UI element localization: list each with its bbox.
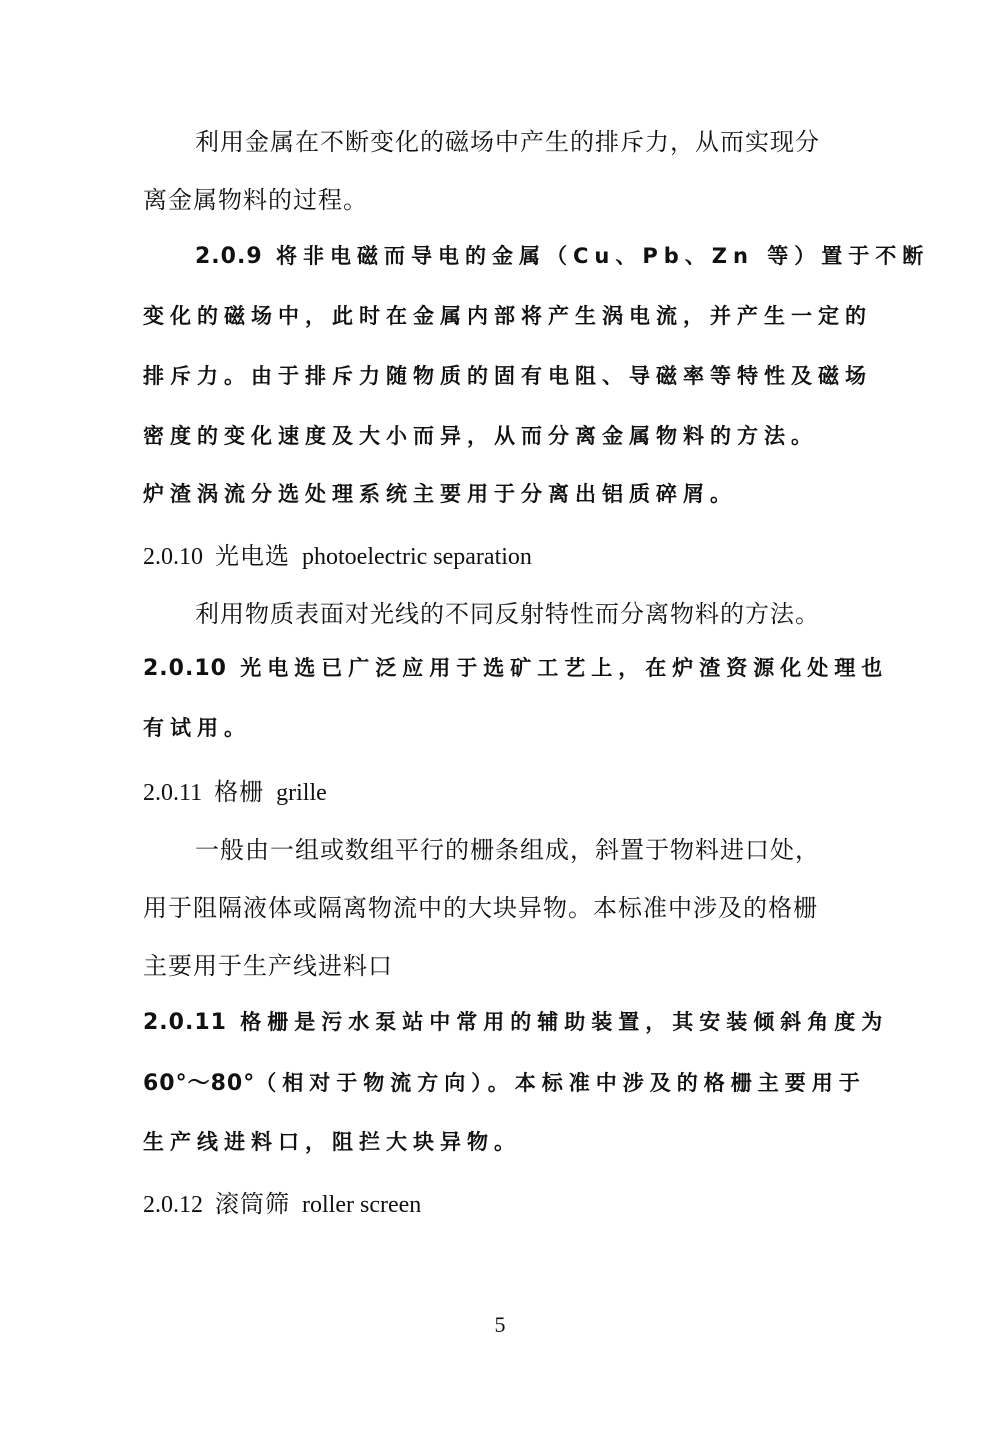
- explanatory-note: [143, 652, 888, 682]
- definition-text: 利用金属在不断变化的磁场中产生的排斥力，从而实现分: [195, 128, 820, 156]
- note-number: 2.0.9: [195, 244, 263, 269]
- note-text: 有试用。: [143, 716, 251, 740]
- term-english: grille: [276, 780, 327, 806]
- definition-text: 一般由一组或数组平行的栅条组成，斜置于物料进口处，: [195, 836, 820, 864]
- term-english: roller screen: [302, 1192, 422, 1218]
- term-heading: [143, 1184, 421, 1219]
- note-text: 密度的变化速度及大小而异，从而分离金属物料的方法。: [143, 424, 818, 448]
- explanatory-note: [195, 240, 929, 270]
- definition-text: 主要用于生产线进料口: [143, 952, 393, 980]
- page-number: 5: [494, 1312, 506, 1337]
- explanatory-note: [143, 1006, 888, 1036]
- term-number: 2.0.12: [143, 1192, 203, 1218]
- term-english: photoelectric separation: [302, 544, 532, 570]
- term-heading: [143, 536, 532, 571]
- definition-text: 用于阻隔液体或隔离物流中的大块异物。本标准中涉及的格栅: [143, 894, 818, 922]
- note-text: 将非电磁而导电的金属（Cu、Pb、Zn 等）置于不断: [275, 244, 930, 268]
- definition-text: 利用物质表面对光线的不同反射特性而分离物料的方法。: [195, 600, 820, 628]
- term-chinese: 格栅: [214, 780, 265, 806]
- note-text: 炉渣涡流分选处理系统主要用于分离出铝质碎屑。: [143, 482, 737, 506]
- definition-text: 离金属物料的过程。: [143, 186, 368, 214]
- angle-range: 60°～80°: [143, 1071, 256, 1096]
- note-text: 光电选已广泛应用于选矿工艺上，在炉渣资源化处理也: [240, 656, 889, 680]
- note-text: 格栅是污水泵站中常用的辅助装置，其安装倾斜角度为: [240, 1010, 889, 1034]
- term-heading: [143, 772, 327, 807]
- note-number: 2.0.10: [143, 656, 227, 681]
- note-text: 生产线进料口，阻拦大块异物。: [143, 1130, 521, 1154]
- note-text: 排斥力。由于排斥力随物质的固有电阻、导磁率等特性及磁场: [143, 364, 872, 388]
- term-number: 2.0.10: [143, 544, 203, 570]
- note-text: （相对于物流方向）。本标准中涉及的格栅主要用于: [255, 1071, 866, 1095]
- term-chinese: 滚筒筛: [215, 1192, 290, 1218]
- term-number: 2.0.11: [143, 780, 203, 806]
- note-text: 变化的磁场中，此时在金属内部将产生涡电流，并产生一定的: [143, 304, 872, 328]
- explanatory-note-line: [143, 1066, 866, 1097]
- term-chinese: 光电选: [215, 544, 290, 570]
- note-number: 2.0.11: [143, 1010, 227, 1035]
